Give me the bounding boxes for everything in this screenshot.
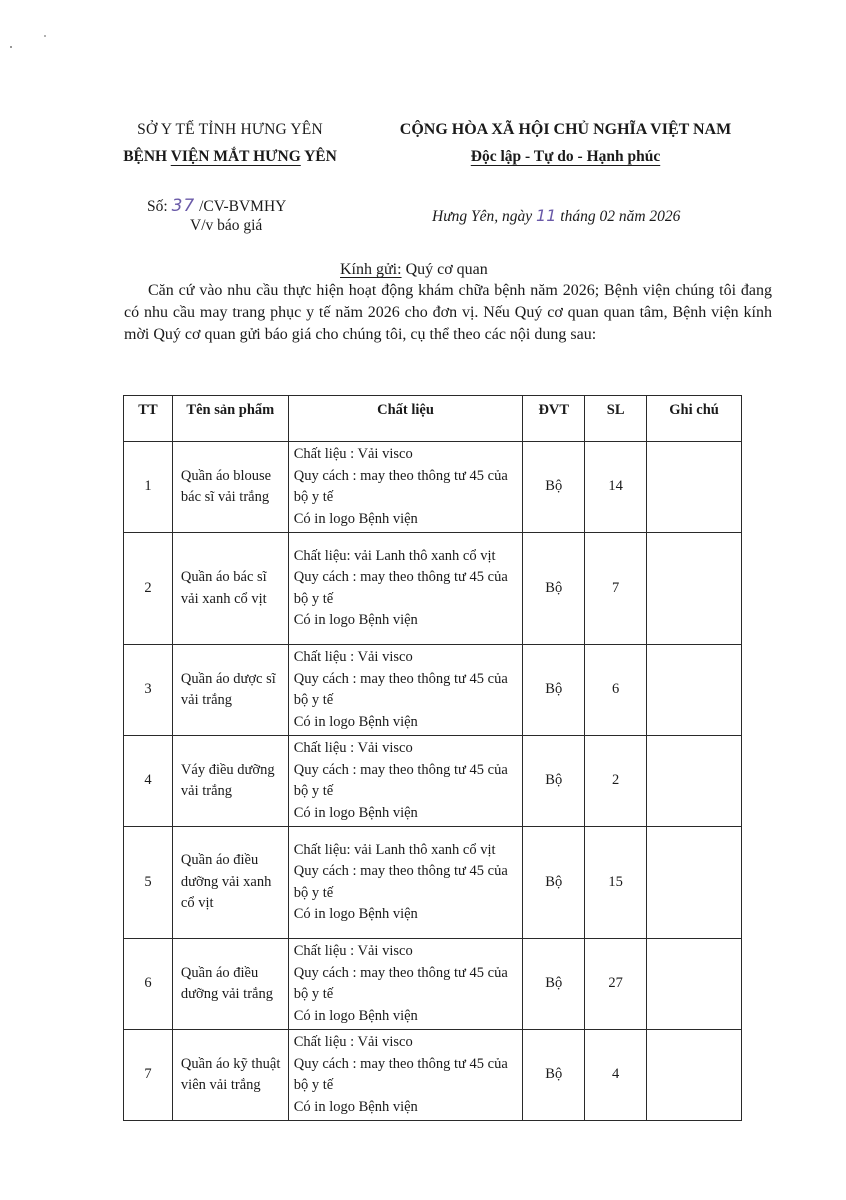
unit: Bộ (523, 645, 585, 736)
quantity: 15 (585, 827, 647, 939)
table-row (124, 939, 742, 1030)
table-row (124, 1030, 742, 1121)
product-name: Quần áo điều dưỡng vải xanh cổ vịt (172, 827, 288, 939)
product-name: Quần áo điều dưỡng vải trắng (172, 939, 288, 1030)
row-index: 6 (124, 939, 173, 1030)
quantity: 4 (585, 1030, 647, 1121)
material-line: Chất liệu : Vải visco (293, 446, 413, 462)
spec-line: Quy cách : may theo thông tư 45 của bộ y tế (293, 467, 508, 505)
col-header-tt: TT (124, 396, 173, 442)
nation-title: CỘNG HÒA XÃ HỘI CHỦ NGHĨA VIỆT NAM (399, 121, 732, 138)
product-name: Quần áo blouse bác sĩ vải trắng (172, 442, 288, 533)
logo-line: Có in logo Bệnh viện (293, 612, 418, 628)
table-row (124, 736, 742, 827)
department-name: SỞ Y TẾ TỈNH HƯNG YÊN (137, 121, 323, 138)
note (647, 1030, 742, 1121)
note (647, 939, 742, 1030)
date-prefix: Hưng Yên, ngày (432, 208, 533, 225)
material-cell (288, 827, 523, 939)
col-header-note: Ghi chú (647, 396, 742, 442)
table-row (124, 533, 742, 645)
row-index: 4 (124, 736, 173, 827)
unit: Bộ (523, 1030, 585, 1121)
number-label: Số: (147, 198, 168, 215)
table-row (124, 645, 742, 736)
note (647, 645, 742, 736)
handwritten-day: 11 (536, 206, 557, 225)
number-suffix: /CV-BVMHY (199, 198, 287, 215)
salutation-recipient: Quý cơ quan (405, 261, 488, 278)
row-index: 3 (124, 645, 173, 736)
note (647, 827, 742, 939)
col-header-quantity: SL (585, 396, 647, 442)
salutation-label: Kính gửi: (340, 261, 402, 278)
spec-line: Quy cách : may theo thông tư 45 của bộ y tế (293, 569, 508, 607)
col-header-unit: ĐVT (523, 396, 585, 442)
logo-line: Có in logo Bệnh viện (293, 1007, 418, 1024)
spec-line: Quy cách : may theo thông tư 45 của bộ y tế (293, 863, 508, 901)
material-line: Chất liệu : Vải visco (293, 1034, 413, 1050)
material-line: Chất liệu: vải Lanh thô xanh cổ vịt (293, 841, 496, 858)
product-name: Quần áo kỹ thuật viên vải trắng (172, 1030, 288, 1121)
intro-paragraph: Căn cứ vào nhu cầu thực hiện hoạt động khám chữa bệnh năm 2026; Bệnh viện chúng tôi đang có nhu cầu may trang phục y tế năm 2026 cho đơn vị. Nếu Quý cơ quan quan tâm, Bệnh viện kính mời Quý cơ quan gửi báo giá cho chúng tôi, cụ thể theo các nội dung sau: (124, 282, 772, 343)
table-header-row (124, 396, 742, 442)
row-index: 2 (124, 533, 173, 645)
quantity: 14 (585, 442, 647, 533)
product-name: Quần áo bác sĩ vải xanh cổ vịt (172, 533, 288, 645)
quantity: 7 (585, 533, 647, 645)
material-line: Chất liệu : Vải visco (293, 649, 413, 665)
quantity: 27 (585, 939, 647, 1030)
table-row (124, 827, 742, 939)
quantity: 2 (585, 736, 647, 827)
hospital-name-part: YÊN (300, 148, 337, 165)
document-subject: V/v báo giá (190, 217, 263, 234)
row-index: 7 (124, 1030, 173, 1121)
unit: Bộ (523, 827, 585, 939)
material-cell (288, 939, 523, 1030)
unit: Bộ (523, 442, 585, 533)
document-number (147, 196, 286, 216)
hospital-name-underlined: VIỆN MẮT HƯNG (170, 148, 301, 165)
national-motto (368, 143, 763, 170)
col-header-material: Chất liệu (288, 396, 523, 442)
table-row (124, 442, 742, 533)
quantity: 6 (585, 645, 647, 736)
product-name: Quần áo dược sĩ vải trắng (172, 645, 288, 736)
logo-line: Có in logo Bệnh viện (293, 713, 418, 730)
issuing-authority (105, 116, 355, 170)
logo-line: Có in logo Bệnh viện (293, 906, 418, 922)
hospital-name (105, 143, 355, 170)
unit: Bộ (523, 533, 585, 645)
row-index: 5 (124, 827, 173, 939)
note (647, 533, 742, 645)
note (647, 442, 742, 533)
product-name: Váy điều dưỡng vải trắng (172, 736, 288, 827)
logo-line: Có in logo Bệnh viện (293, 510, 418, 527)
scan-speck (44, 35, 46, 37)
motto-text: Độc lập - Tự do - Hạnh phúc (470, 148, 661, 165)
hospital-name-part: BỆNH (123, 148, 171, 165)
logo-line: Có in logo Bệnh viện (293, 1098, 418, 1115)
note (647, 736, 742, 827)
col-header-name: Tên sản phẩm (172, 396, 288, 442)
material-line: Chất liệu : Vải visco (293, 943, 413, 959)
salutation (340, 261, 488, 279)
spec-line: Quy cách : may theo thông tư 45 của bộ y tế (293, 1055, 508, 1093)
national-header (368, 116, 763, 170)
material-cell (288, 533, 523, 645)
scan-speck (10, 46, 12, 48)
material-cell (288, 1030, 523, 1121)
handwritten-number: 37 (171, 196, 196, 216)
spec-line: Quy cách : may theo thông tư 45 của bộ y tế (293, 670, 508, 708)
material-line: Chất liệu : Vải visco (293, 740, 413, 756)
material-line: Chất liệu: vải Lanh thô xanh cổ vịt (293, 547, 496, 564)
spec-line: Quy cách : may theo thông tư 45 của bộ y tế (293, 964, 508, 1002)
unit: Bộ (523, 736, 585, 827)
row-index: 1 (124, 442, 173, 533)
date-suffix: tháng 02 năm 2026 (560, 208, 681, 225)
material-cell (288, 442, 523, 533)
unit: Bộ (523, 939, 585, 1030)
product-table (123, 395, 742, 1121)
material-cell (288, 645, 523, 736)
document-date (432, 206, 680, 226)
spec-line: Quy cách : may theo thông tư 45 của bộ y tế (293, 761, 508, 799)
logo-line: Có in logo Bệnh viện (293, 804, 418, 821)
material-cell (288, 736, 523, 827)
